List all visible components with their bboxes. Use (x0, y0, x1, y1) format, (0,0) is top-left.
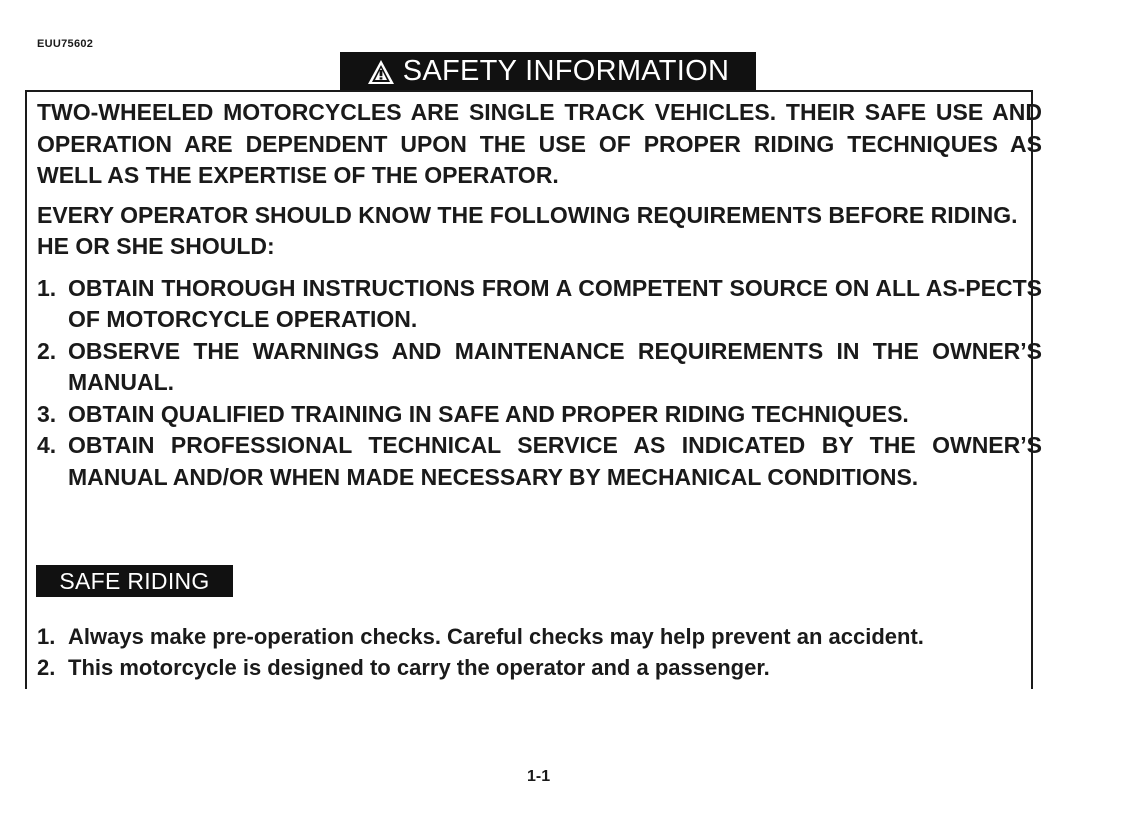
list-item-text: OBTAIN PROFESSIONAL TECHNICAL SERVICE AS INDICATED BY THE OWNER’S MANUAL AND/OR WHEN MADE NECESSARY BY MECHANICAL CONDITIONS. (68, 432, 1042, 490)
list-item-text: This motorcycle is designed to carry the operator and a passenger. (68, 655, 770, 680)
warning-triangle-icon (367, 59, 395, 85)
safe-riding-list (37, 621, 1042, 683)
section-title: SAFETY INFORMATION (402, 54, 730, 87)
list-item (37, 652, 1042, 683)
list-item (37, 399, 1042, 431)
section-title-banner (340, 52, 756, 90)
list-item-number: 1. (37, 274, 57, 301)
list-item-text: OBTAIN THOROUGH INSTRUCTIONS FROM A COMPETENT SOURCE ON ALL AS-PECTS OF MOTORCYCLE OPERATION. (68, 274, 1042, 332)
page-number: 1-1 (527, 768, 551, 785)
intro-paragraph: TWO-WHEELED MOTORCYCLES ARE SINGLE TRACK VEHICLES. THEIR SAFE USE AND OPERATION ARE DEPENDENT UPON THE USE OF PROPER RIDING TECHNIQUES AS WELL AS THE EXPERTISE OF THE OPERATOR. (37, 99, 1042, 188)
safety-content (37, 97, 1042, 493)
should-lead: HE OR SHE SHOULD: (37, 233, 275, 259)
safe-riding-heading: SAFE RIDING (36, 565, 233, 597)
list-item (37, 273, 1042, 336)
list-item-text: Always make pre-operation checks. Careful checks may help prevent an accident. (68, 624, 924, 649)
list-item (37, 430, 1042, 493)
safe-riding-content (37, 621, 1042, 683)
list-item-number: 2. (37, 337, 57, 364)
list-item-number: 2. (37, 655, 56, 680)
list-item-number: 3. (37, 400, 57, 427)
list-item (37, 336, 1042, 399)
list-item-number: 1. (37, 624, 56, 649)
list-item (37, 621, 1042, 652)
list-item-text: OBTAIN QUALIFIED TRAINING IN SAFE AND PROPER RIDING TECHNIQUES. (68, 400, 909, 427)
document-code: EUU75602 (37, 38, 94, 50)
list-item-text: OBSERVE THE WARNINGS AND MAINTENANCE REQUIREMENTS IN THE OWNER’S MANUAL. (68, 337, 1042, 395)
list-item-number: 4. (37, 432, 57, 458)
requirements-list (37, 273, 1042, 494)
requirements-lead: EVERY OPERATOR SHOULD KNOW THE FOLLOWING REQUIREMENTS BEFORE RIDING. (37, 201, 1018, 228)
